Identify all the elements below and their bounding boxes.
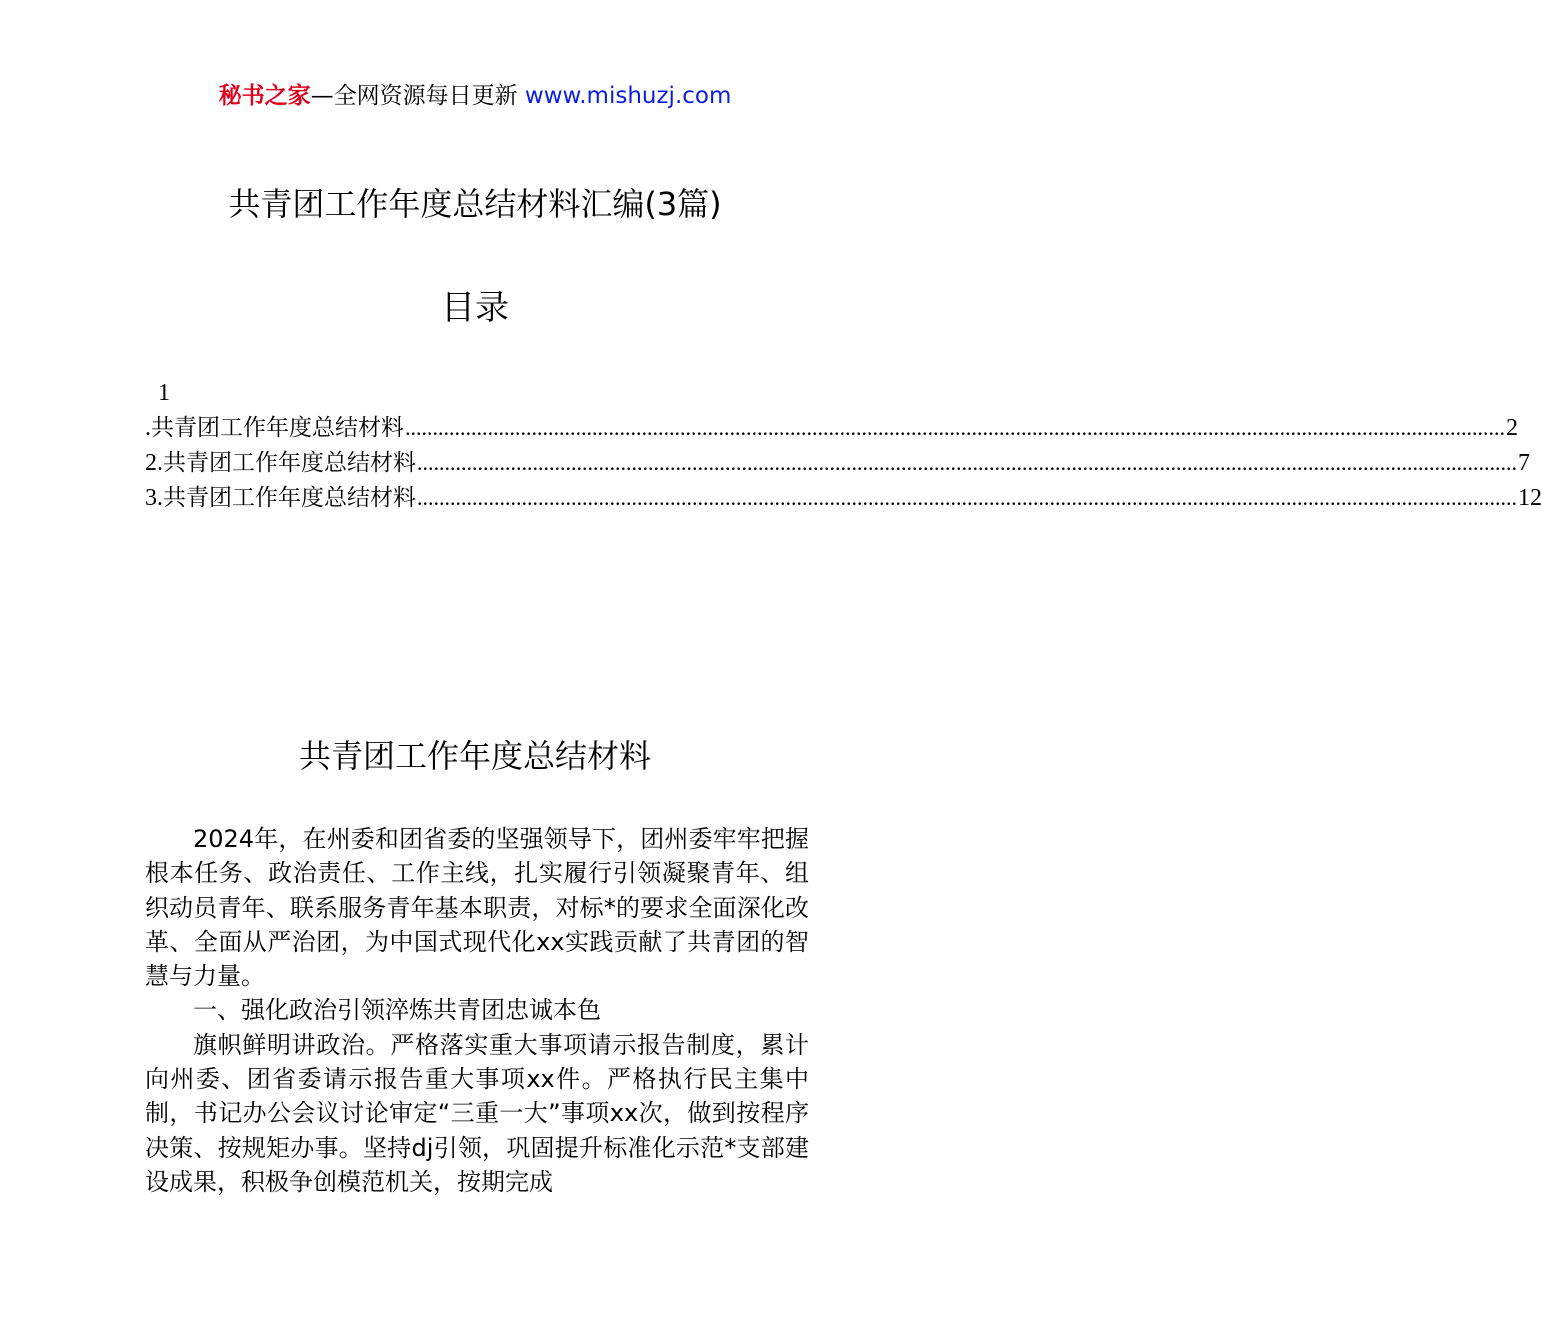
toc-entry[interactable] (145, 445, 1530, 480)
article-body (145, 822, 809, 1199)
toc-entry-prefix: 3. (145, 485, 163, 511)
site-url-link[interactable]: www.mishuzj.com (524, 83, 732, 109)
table-of-contents (145, 410, 1542, 515)
site-header (0, 80, 950, 112)
toc-entry-page: 7 (1518, 450, 1530, 476)
toc-entry-page: 2 (1506, 415, 1518, 441)
section-heading: 一、强化政治引领淬炼共青团忠诚本色 (193, 996, 601, 1025)
toc-leader-dots: ........................................................................................................................................................................................................ (417, 450, 1517, 475)
toc-heading: 目录 (441, 288, 509, 328)
site-tagline: —全网资源每日更新 (310, 83, 525, 109)
body-paragraph: 2024年，在州委和团省委的坚强领导下，团州委牢牢把握根本任务、政治责任、工作主线，扎实履行引领凝聚青年、组织动员青年、联系服务青年基本职责，对标*的要求全面深化改革、全面从严治团，为中国式现代化xx实践贡献了共青团的智慧与力量。 (145, 825, 809, 991)
toc-first-number: 1 (158, 380, 170, 406)
document-title: 共青团工作年度总结材料汇编(3篇) (228, 185, 722, 223)
site-brand: 秘书之家 (218, 83, 311, 109)
toc-entry-label: 共青团工作年度总结材料 (163, 485, 416, 511)
toc-entry-label: 共青团工作年度总结材料 (163, 450, 416, 476)
toc-entry-page: 12 (1518, 485, 1542, 511)
toc-leader-dots: ........................................................................................................................................................................................................ (405, 415, 1505, 440)
toc-leader-dots: ........................................................................................................................................................................................................ (417, 485, 1517, 510)
article-title: 共青团工作年度总结材料 (298, 737, 651, 775)
toc-entry-label: 共青团工作年度总结材料 (151, 415, 404, 441)
toc-entry[interactable] (145, 480, 1542, 515)
toc-entry-prefix: . (145, 415, 151, 441)
body-paragraph: 旗帜鲜明讲政治。严格落实重大事项请示报告制度，累计向州委、团省委请示报告重大事项xx件。严格执行民主集中制，书记办公会议讨论审定“三重一大”事项xx次，做到按程序决策、按规矩办事。坚持dj引领，巩固提升标准化示范*支部建设成果，积极争创模范机关，按期完成 (145, 1030, 809, 1196)
toc-entry[interactable] (145, 410, 1518, 445)
toc-entry-prefix: 2. (145, 450, 163, 476)
